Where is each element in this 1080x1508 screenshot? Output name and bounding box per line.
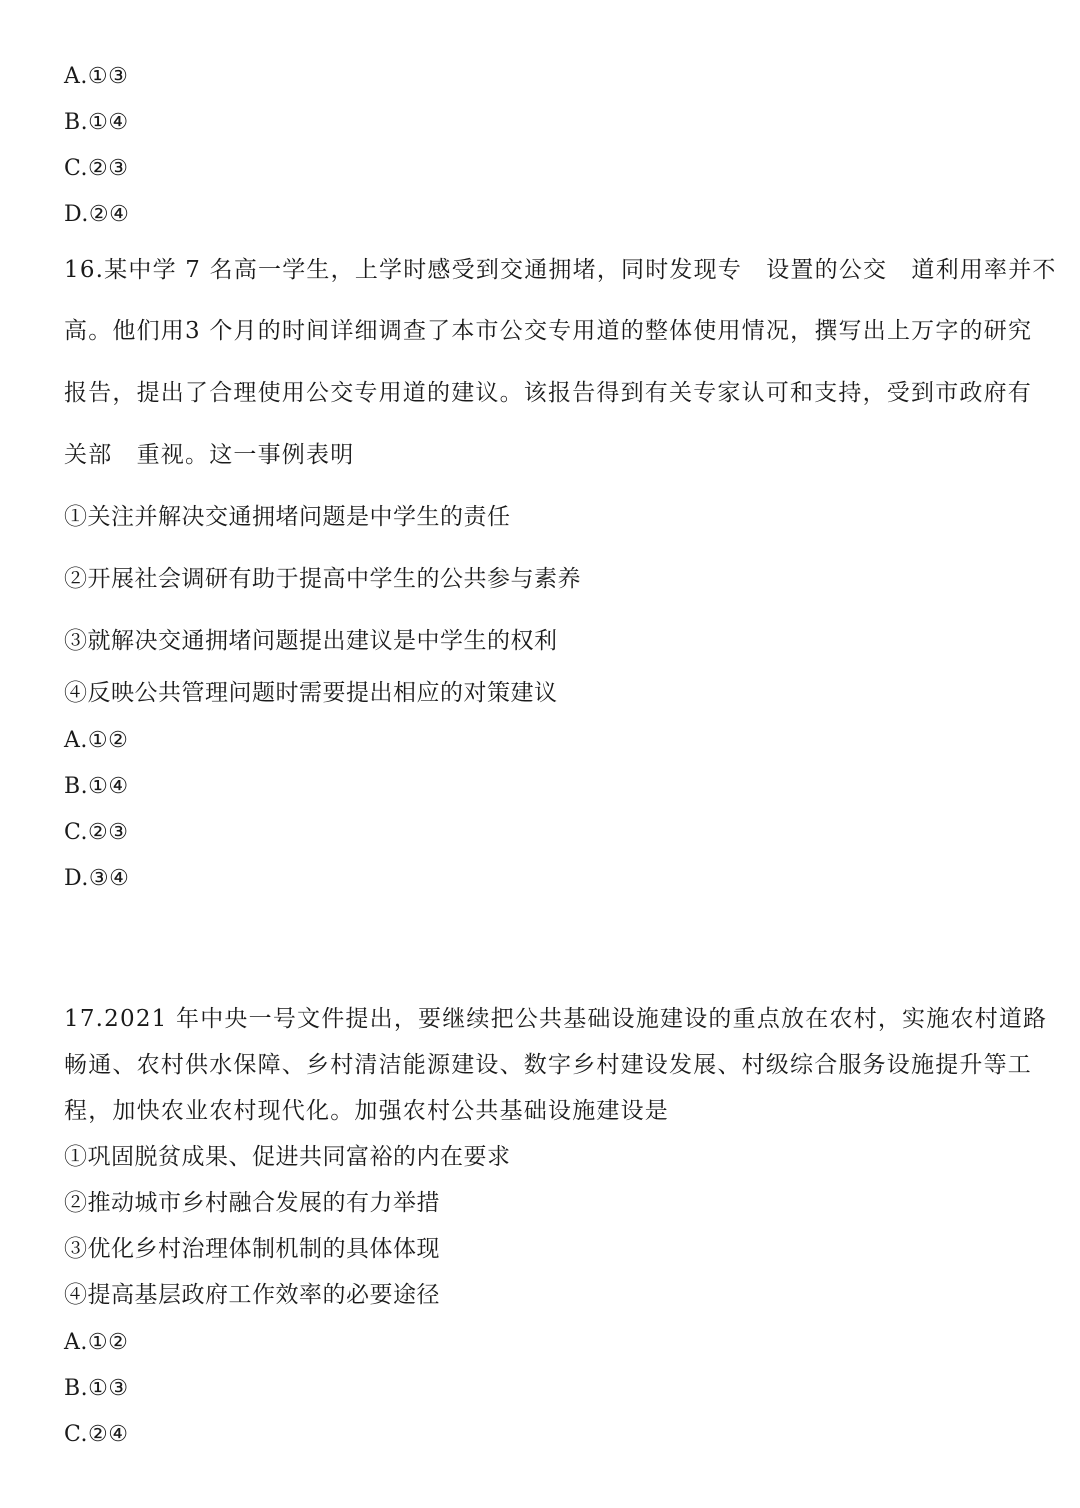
q15-option-a: A.①③ bbox=[64, 64, 129, 89]
q17-option-c: C.②④ bbox=[64, 1422, 129, 1447]
q17-statement-4: ④提高基层政府工作效率的必要途径 bbox=[64, 1282, 440, 1308]
q16-statement-2: ②开展社会调研有助于提高中学生的公共参与素养 bbox=[64, 566, 581, 592]
q17-option-b: B.①③ bbox=[64, 1376, 129, 1401]
q16-stem-line-3: 报告，提出了合理使用公交专用道的建议。该报告得到有关专家认可和支持，受到市政府有 bbox=[64, 380, 1032, 406]
q17-stem-line-2: 畅通、农村供水保障、乡村清洁能源建设、数字乡村建设发展、村级综合服务设施提升等工 bbox=[64, 1052, 1032, 1078]
q16-stem-line-4: 关部 重视。这一事例表明 bbox=[64, 442, 355, 468]
q15-option-c: C.②③ bbox=[64, 156, 129, 181]
q15-option-b: B.①④ bbox=[64, 110, 129, 135]
q16-stem-line-2: 高。他们用3 个月的时间详细调查了本市公交专用道的整体使用情况，撰写出上万字的研究 bbox=[64, 318, 1033, 344]
q16-option-c: C.②③ bbox=[64, 820, 129, 845]
q16-statement-1: ①关注并解决交通拥堵问题是中学生的责任 bbox=[64, 504, 511, 530]
q16-statement-3: ③就解决交通拥堵问题提出建议是中学生的权利 bbox=[64, 628, 558, 654]
q17-option-a: A.①② bbox=[64, 1330, 129, 1355]
q17-statement-1: ①巩固脱贫成果、促进共同富裕的内在要求 bbox=[64, 1144, 511, 1170]
q16-option-d: D.③④ bbox=[64, 866, 130, 891]
q17-stem-line-1: 17.2021 年中央一号文件提出，要继续把公共基础设施建设的重点放在农村，实施农村道路 bbox=[64, 1006, 1048, 1032]
q17-statement-3: ③优化乡村治理体制机制的具体体现 bbox=[64, 1236, 440, 1262]
q16-stem-line-1: 16.某中学 7 名高一学生，上学时感受到交通拥堵，同时发现专 设置的公交 道利用率并不 bbox=[64, 257, 1057, 283]
q16-option-b: B.①④ bbox=[64, 774, 129, 799]
q17-stem-line-3: 程，加快农业农村现代化。加强农村公共基础设施建设是 bbox=[64, 1098, 669, 1124]
q15-option-d: D.②④ bbox=[64, 202, 130, 227]
q16-statement-4: ④反映公共管理问题时需要提出相应的对策建议 bbox=[64, 680, 558, 706]
q17-statement-2: ②推动城市乡村融合发展的有力举措 bbox=[64, 1190, 440, 1216]
q16-option-a: A.①② bbox=[64, 728, 129, 753]
